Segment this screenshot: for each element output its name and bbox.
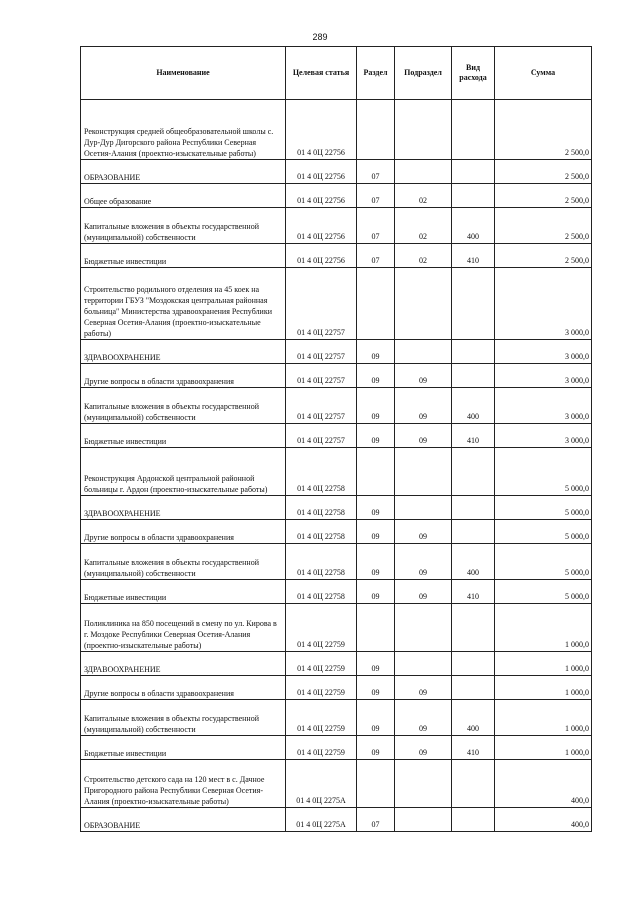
cell-sum: 3 000,0 [495, 268, 592, 340]
budget-table [80, 46, 592, 832]
cell-target: 01 4 0Ц 22756 [286, 244, 357, 268]
cell-subsection: 09 [395, 364, 452, 388]
cell-expense: 410 [452, 244, 495, 268]
cell-expense: 400 [452, 544, 495, 580]
cell-expense [452, 496, 495, 520]
cell-sum: 5 000,0 [495, 544, 592, 580]
cell-subsection [395, 808, 452, 832]
cell-expense [452, 268, 495, 340]
cell-sum: 5 000,0 [495, 496, 592, 520]
cell-section: 09 [357, 496, 395, 520]
cell-section: 09 [357, 544, 395, 580]
table-row [81, 424, 592, 448]
header-section: Раздел [357, 47, 395, 100]
cell-section: 09 [357, 364, 395, 388]
cell-sum: 1 000,0 [495, 652, 592, 676]
cell-subsection [395, 340, 452, 364]
cell-target: 01 4 0Ц 22759 [286, 736, 357, 760]
cell-name: Бюджетные инвестиции [81, 424, 286, 448]
cell-target: 01 4 0Ц 22758 [286, 496, 357, 520]
table-row [81, 388, 592, 424]
cell-subsection: 09 [395, 676, 452, 700]
cell-target: 01 4 0Ц 22758 [286, 520, 357, 544]
cell-target: 01 4 0Ц 22756 [286, 184, 357, 208]
cell-subsection [395, 268, 452, 340]
table-row [81, 268, 592, 340]
cell-expense [452, 808, 495, 832]
cell-subsection: 02 [395, 244, 452, 268]
cell-section: 07 [357, 208, 395, 244]
header-subsection: Подраздел [395, 47, 452, 100]
cell-name: Строительство родильного отделения на 45 коек на территории ГБУЗ "Моздокская центральная районная больница" Министерства здравоохранения Республики Северная Осетия-Алания (проектно-изыскательные работы) [81, 268, 286, 340]
cell-subsection: 02 [395, 184, 452, 208]
table-row [81, 700, 592, 736]
cell-section: 09 [357, 700, 395, 736]
table-row [81, 340, 592, 364]
table-row [81, 160, 592, 184]
cell-name: Строительство детского сада на 120 мест в с. Дачное Пригородного района Республики Северная Осетия-Алания (проектно-изыскательные работы) [81, 760, 286, 808]
table-row [81, 580, 592, 604]
cell-section: 09 [357, 652, 395, 676]
cell-sum: 1 000,0 [495, 676, 592, 700]
cell-section [357, 604, 395, 652]
cell-sum: 1 000,0 [495, 604, 592, 652]
cell-target: 01 4 0Ц 22756 [286, 160, 357, 184]
table-row [81, 760, 592, 808]
header-sum: Сумма [495, 47, 592, 100]
table-row [81, 676, 592, 700]
cell-name: Другие вопросы в области здравоохранения [81, 520, 286, 544]
cell-expense: 400 [452, 208, 495, 244]
cell-sum: 2 500,0 [495, 208, 592, 244]
cell-target: 01 4 0Ц 22757 [286, 364, 357, 388]
cell-sum: 400,0 [495, 760, 592, 808]
cell-section: 07 [357, 244, 395, 268]
cell-subsection [395, 604, 452, 652]
cell-section [357, 100, 395, 160]
table-header-row [81, 47, 592, 100]
cell-sum: 3 000,0 [495, 340, 592, 364]
table-row [81, 100, 592, 160]
cell-expense [452, 160, 495, 184]
cell-subsection: 09 [395, 388, 452, 424]
table-row [81, 244, 592, 268]
cell-target: 01 4 0Ц 22757 [286, 268, 357, 340]
cell-name: ЗДРАВООХРАНЕНИЕ [81, 496, 286, 520]
header-expense: Вид расхода [452, 47, 495, 100]
cell-sum: 2 500,0 [495, 160, 592, 184]
cell-target: 01 4 0Ц 22759 [286, 652, 357, 676]
cell-section: 09 [357, 424, 395, 448]
cell-expense [452, 676, 495, 700]
cell-expense [452, 520, 495, 544]
cell-target: 01 4 0Ц 22756 [286, 100, 357, 160]
cell-section: 09 [357, 520, 395, 544]
cell-expense: 400 [452, 388, 495, 424]
cell-sum: 5 000,0 [495, 520, 592, 544]
cell-expense [452, 448, 495, 496]
cell-section: 07 [357, 808, 395, 832]
cell-section: 09 [357, 340, 395, 364]
cell-subsection: 09 [395, 520, 452, 544]
cell-name: Бюджетные инвестиции [81, 580, 286, 604]
table-row [81, 604, 592, 652]
cell-target: 01 4 0Ц 22759 [286, 700, 357, 736]
cell-expense [452, 652, 495, 676]
table-row [81, 208, 592, 244]
cell-subsection [395, 496, 452, 520]
cell-sum: 5 000,0 [495, 448, 592, 496]
cell-name: Реконструкция Ардонской центральной районной больницы г. Ардон (проектно-изыскательные работы) [81, 448, 286, 496]
cell-subsection: 09 [395, 580, 452, 604]
cell-target: 01 4 0Ц 22759 [286, 676, 357, 700]
cell-section: 07 [357, 184, 395, 208]
cell-section: 09 [357, 388, 395, 424]
cell-section [357, 760, 395, 808]
header-name: Наименование [81, 47, 286, 100]
cell-expense: 410 [452, 736, 495, 760]
cell-name: Общее образование [81, 184, 286, 208]
cell-name: Бюджетные инвестиции [81, 244, 286, 268]
header-target: Целевая статья [286, 47, 357, 100]
table-row [81, 808, 592, 832]
cell-name: Другие вопросы в области здравоохранения [81, 364, 286, 388]
cell-expense [452, 100, 495, 160]
table-row [81, 184, 592, 208]
table-row [81, 652, 592, 676]
cell-expense: 410 [452, 580, 495, 604]
cell-subsection: 09 [395, 544, 452, 580]
cell-target: 01 4 0Ц 22758 [286, 448, 357, 496]
cell-subsection [395, 100, 452, 160]
cell-target: 01 4 0Ц 22758 [286, 544, 357, 580]
cell-name: Капитальные вложения в объекты государственной (муниципальной) собственности [81, 388, 286, 424]
cell-sum: 5 000,0 [495, 580, 592, 604]
cell-name: ОБРАЗОВАНИЕ [81, 808, 286, 832]
cell-name: ЗДРАВООХРАНЕНИЕ [81, 340, 286, 364]
cell-sum: 1 000,0 [495, 736, 592, 760]
cell-name: ОБРАЗОВАНИЕ [81, 160, 286, 184]
table-row [81, 364, 592, 388]
cell-name: Реконструкция средней общеобразовательной школы с. Дур-Дур Дигорского района Республики Северная Осетия-Алания (проектно-изыскательные работы) [81, 100, 286, 160]
cell-target: 01 4 0Ц 22756 [286, 208, 357, 244]
cell-target: 01 4 0Ц 22759 [286, 604, 357, 652]
cell-sum: 2 500,0 [495, 184, 592, 208]
cell-name: ЗДРАВООХРАНЕНИЕ [81, 652, 286, 676]
cell-sum: 3 000,0 [495, 364, 592, 388]
cell-target: 01 4 0Ц 22758 [286, 580, 357, 604]
table-row [81, 496, 592, 520]
cell-sum: 3 000,0 [495, 424, 592, 448]
cell-sum: 2 500,0 [495, 100, 592, 160]
cell-name: Поликлиника на 850 посещений в смену по ул. Кирова в г. Моздоке Республики Северная Осетия-Алания (проектно-изыскательные работы) [81, 604, 286, 652]
cell-section: 09 [357, 676, 395, 700]
cell-name: Капитальные вложения в объекты государственной (муниципальной) собственности [81, 208, 286, 244]
cell-section [357, 448, 395, 496]
cell-subsection: 09 [395, 700, 452, 736]
cell-expense: 410 [452, 424, 495, 448]
cell-section [357, 268, 395, 340]
cell-target: 01 4 0Ц 2275А [286, 808, 357, 832]
cell-name: Капитальные вложения в объекты государственной (муниципальной) собственности [81, 544, 286, 580]
cell-expense [452, 604, 495, 652]
table-row [81, 448, 592, 496]
cell-target: 01 4 0Ц 22757 [286, 388, 357, 424]
cell-subsection: 09 [395, 736, 452, 760]
cell-subsection [395, 448, 452, 496]
cell-subsection: 02 [395, 208, 452, 244]
cell-section: 07 [357, 160, 395, 184]
page-number: 289 [312, 32, 328, 42]
cell-expense [452, 364, 495, 388]
cell-expense [452, 184, 495, 208]
cell-section: 09 [357, 736, 395, 760]
cell-name: Бюджетные инвестиции [81, 736, 286, 760]
cell-subsection [395, 760, 452, 808]
cell-subsection [395, 652, 452, 676]
cell-sum: 1 000,0 [495, 700, 592, 736]
cell-target: 01 4 0Ц 22757 [286, 340, 357, 364]
cell-section: 09 [357, 580, 395, 604]
table-row [81, 544, 592, 580]
cell-sum: 400,0 [495, 808, 592, 832]
cell-name: Другие вопросы в области здравоохранения [81, 676, 286, 700]
cell-target: 01 4 0Ц 22757 [286, 424, 357, 448]
cell-sum: 2 500,0 [495, 244, 592, 268]
cell-expense [452, 760, 495, 808]
table-row [81, 736, 592, 760]
cell-target: 01 4 0Ц 2275А [286, 760, 357, 808]
cell-sum: 3 000,0 [495, 388, 592, 424]
table-row [81, 520, 592, 544]
cell-subsection [395, 160, 452, 184]
cell-expense [452, 340, 495, 364]
cell-name: Капитальные вложения в объекты государственной (муниципальной) собственности [81, 700, 286, 736]
cell-subsection: 09 [395, 424, 452, 448]
cell-expense: 400 [452, 700, 495, 736]
